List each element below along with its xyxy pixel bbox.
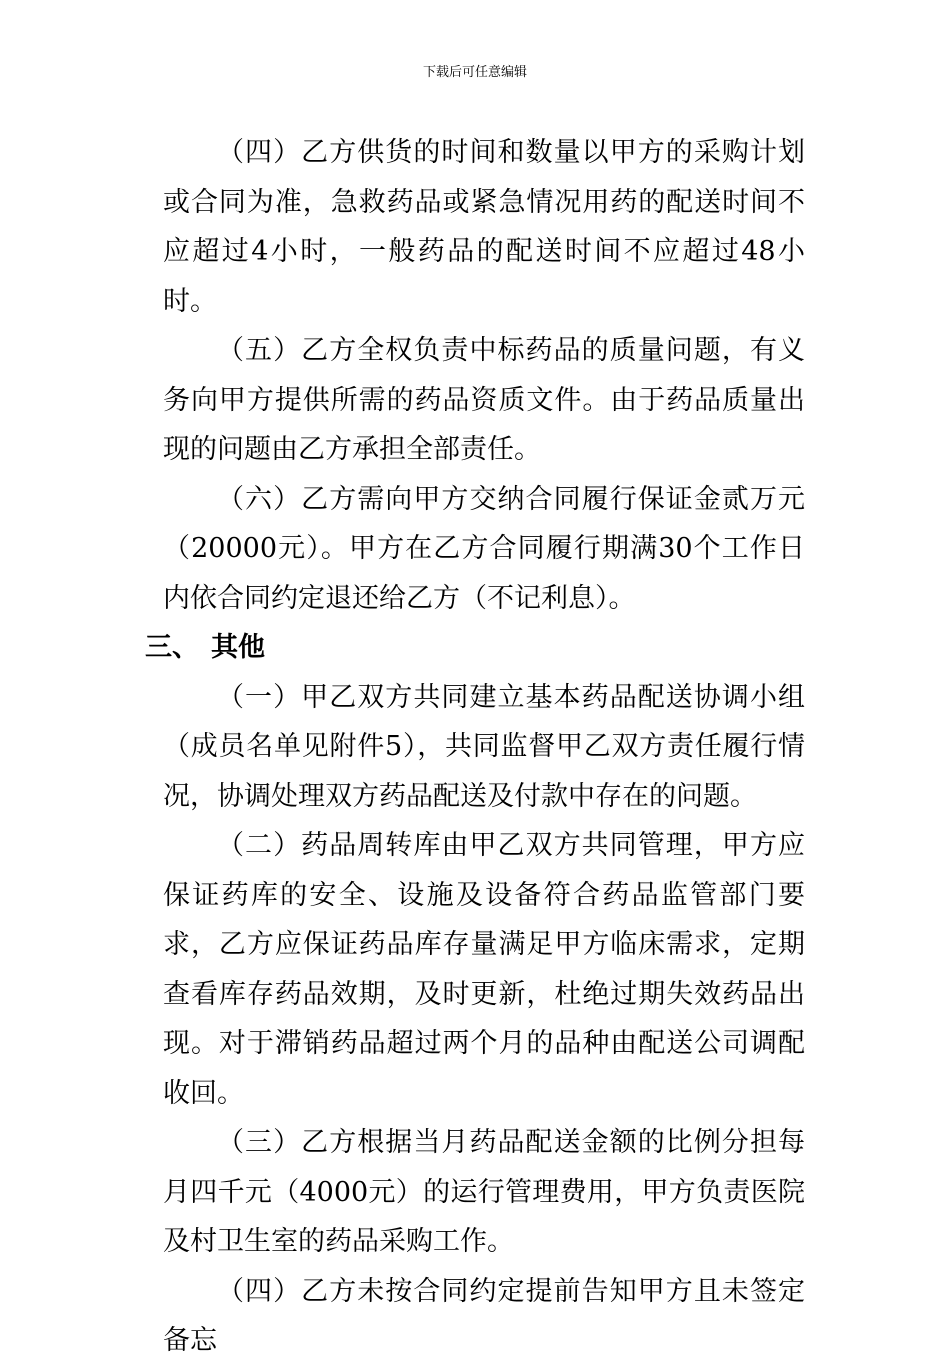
paragraph-management-fee: （三）乙方根据当月药品配送金额的比例分担每月四千元（4000元）的运行管理费用，甲方负责医院及村卫生室的药品采购工作。 — [163, 1127, 805, 1257]
paragraph-warehouse-management: （二）药品周转库由甲乙双方共同管理，甲方应保证药库的安全、设施及设备符合药品监管部门要求，乙方应保证药品库存量满足甲方临床需求，定期查看库存药品效期，及时更新，杜绝过期失效药品出现。对于滞销药品超过两个月的品种由配送公司调配收回。 — [163, 830, 805, 1109]
section-title: 其他 — [211, 632, 265, 663]
section-number: 三、 — [145, 632, 199, 663]
paragraph-performance-deposit: （六）乙方需向甲方交纳合同履行保证金贰万元（20000元）。甲方在乙方合同履行期满30个工作日内依合同约定退还给乙方（不记利息）。 — [163, 483, 805, 614]
paragraph-coordination-group: （一）甲乙双方共同建立基本药品配送协调小组（成员名单见附件5），共同监督甲乙双方责任履行情况，协调处理双方药品配送及付款中存在的问题。 — [163, 681, 805, 812]
paragraph-quality-responsibility: （五）乙方全权负责中标药品的质量问题，有义务向甲方提供所需的药品资质文件。由于药品质量出现的问题由乙方承担全部责任。 — [163, 335, 805, 465]
paragraph-notice-clause: （四）乙方未按合同约定提前告知甲方且未签定备忘 — [163, 1275, 805, 1356]
paragraph-supply-timing: （四）乙方供货的时间和数量以甲方的采购计划或合同为准，急救药品或紧急情况用药的配送时间不应超过4小时，一般药品的配送时间不应超过48小时。 — [163, 137, 805, 317]
section-heading-other — [145, 623, 805, 673]
page-header-note: 下载后可任意编辑 — [422, 65, 527, 80]
document-body — [145, 128, 805, 1366]
